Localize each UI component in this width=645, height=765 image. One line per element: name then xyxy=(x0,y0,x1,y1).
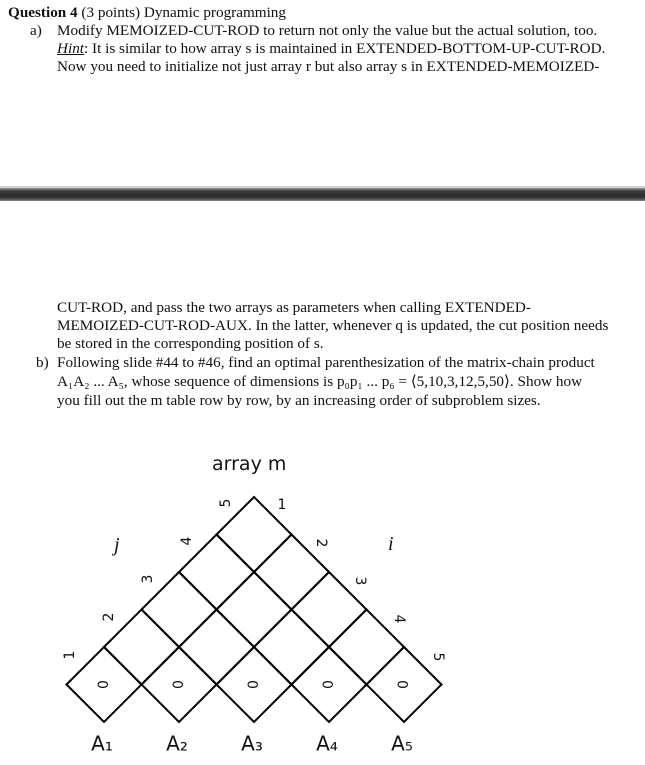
matrix-label: A₄ xyxy=(316,731,338,756)
part-b-marker: b) xyxy=(36,354,49,371)
diagonal-value: 0 xyxy=(171,680,187,689)
m-cell-2-4 xyxy=(217,572,292,647)
part-b-line-2: A₁A₂ ... A₅, whose sequence of dimensions is p₀p₁ ... p₆ = ⟨5,10,3,12,5,50⟩. Show how xyxy=(57,373,583,390)
diagonal-value: 0 xyxy=(96,680,112,689)
right-index: 3 xyxy=(352,576,368,586)
left-index: 1 xyxy=(62,650,78,660)
matrix-label: A₂ xyxy=(166,731,188,756)
part-a-line-1: Modify MEMOIZED-CUT-ROD to return not only the value but the actual solution, too. xyxy=(57,22,598,39)
diagram-title: array m xyxy=(212,453,287,475)
question-topic: Dynamic programming xyxy=(143,4,286,21)
part-a-line-2-text: : It is similar to how array s is maintained in EXTENDED-BOTTOM-UP-CUT-ROD. xyxy=(84,40,606,57)
right-index: 1 xyxy=(277,497,287,513)
part-b-line-3: you fill out the m table row by row, by an increasing order of subproblem sizes. xyxy=(57,392,541,409)
j-label: j xyxy=(114,534,120,556)
part-b-line-1: Following slide #44 to #46, find an optimal parenthesization of the matrix-chain product xyxy=(57,354,595,371)
matrix-label: A₁ xyxy=(91,731,113,756)
question-number: Question 4 xyxy=(8,4,78,21)
diagonal-value: 0 xyxy=(321,680,337,689)
part-a-line-5: MEMOIZED-CUT-ROD-AUX. In the latter, whenever q is updated, the cut position needs xyxy=(57,317,609,334)
right-index: 5 xyxy=(430,652,446,662)
question-points: (3 points) xyxy=(81,4,141,21)
right-index: 2 xyxy=(313,538,329,548)
left-index: 5 xyxy=(218,498,234,508)
diagonal-value: 0 xyxy=(246,680,262,689)
left-index: 3 xyxy=(140,574,156,584)
part-a-line-3: Now you need to initialize not just array r but also array s in EXTENDED-MEMOIZED- xyxy=(57,58,600,75)
left-index: 4 xyxy=(179,536,195,546)
matrix-label: A₅ xyxy=(391,731,413,756)
hint-label: Hint xyxy=(57,40,85,57)
part-a-marker: a) xyxy=(30,22,42,39)
diagonal-value: 0 xyxy=(396,680,412,689)
matrix-label: A₃ xyxy=(241,731,263,756)
part-a-line-4: CUT-ROD, and pass the two arrays as parameters when calling EXTENDED- xyxy=(57,299,531,316)
m-cell-2-3 xyxy=(179,610,254,685)
right-index: 4 xyxy=(391,614,407,624)
i-label: i xyxy=(388,533,394,555)
part-a-line-6: be stored in the corresponding position of s. xyxy=(57,335,324,352)
m-cell-3-4 xyxy=(254,610,329,685)
left-index: 2 xyxy=(101,612,117,622)
